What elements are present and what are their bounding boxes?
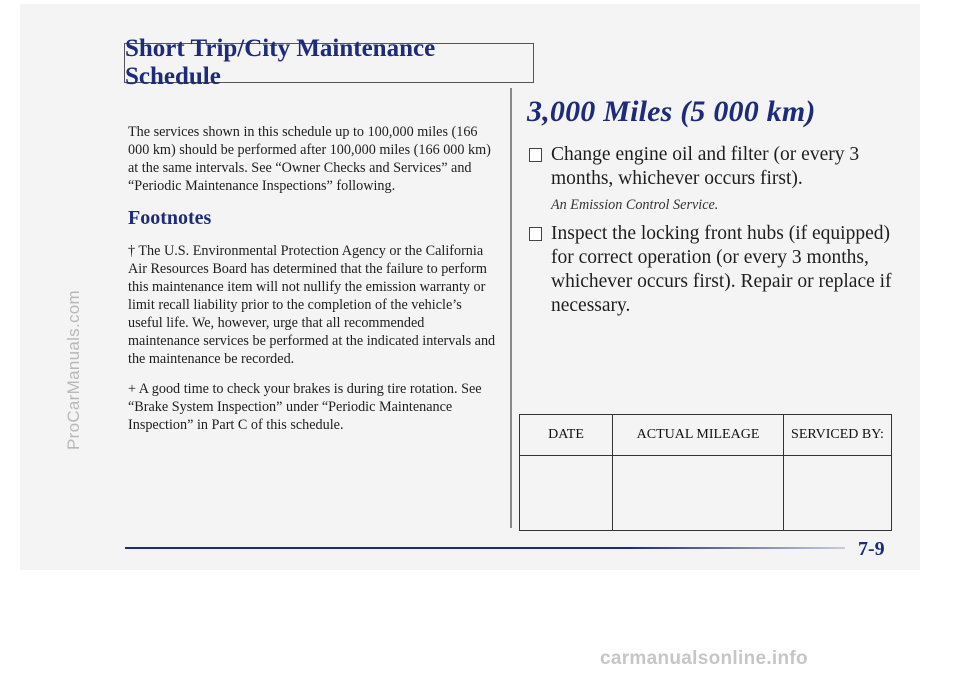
- column-header-serviced-by: SERVICED BY:: [784, 415, 892, 456]
- column-header-mileage: ACTUAL MILEAGE: [613, 415, 784, 456]
- service-log-table: [519, 414, 892, 531]
- column-header-date: DATE: [520, 415, 613, 456]
- right-column: [527, 95, 907, 324]
- interval-heading: 3,000 Miles (5 000 km): [527, 95, 816, 128]
- left-column: [128, 123, 498, 446]
- footnote-emission: † The U.S. Environmental Protection Agency or the California Air Resources Board has determined that the failure to perform this maintenance item will not nullify the emission warranty or limit recall liability prior to the completion of the vehicle’s useful life. We, however, urge that all recommended maintenance services be performed at the indicated intervals and the maintenance be recorded.: [128, 243, 496, 367]
- footer-rule: [125, 547, 845, 549]
- task-oil-change: [527, 143, 907, 191]
- page-number: 7-9: [858, 538, 885, 560]
- serviced-by-cell[interactable]: [784, 456, 892, 531]
- checkbox-locking-hubs[interactable]: [529, 227, 542, 241]
- table-row: [520, 456, 892, 531]
- footnote-brakes: + A good time to check your brakes is during tire rotation. See “Brake System Inspection” under “Periodic Maintenance Inspection” in Part C of this schedule.: [128, 381, 482, 433]
- mileage-cell[interactable]: [613, 456, 784, 531]
- bottom-watermark: carmanualsonline.info: [600, 648, 808, 669]
- task-oil-change-note: An Emission Control Service.: [551, 197, 719, 213]
- page-title: Short Trip/City Maintenance Schedule: [125, 35, 436, 90]
- side-watermark: ProCarManuals.com: [64, 289, 83, 451]
- task-locking-hubs-text: Inspect the locking front hubs (if equipped) for correct operation (or every 3 months, whichever occurs first). Repair or replace if necessary.: [551, 223, 892, 316]
- footnotes-heading: Footnotes: [128, 207, 212, 229]
- table-header-row: [520, 415, 892, 456]
- intro-paragraph: The services shown in this schedule up to 100,000 miles (166 000 km) should be performed after 100,000 miles (166 000 km) at the same intervals. See “Owner Checks and Services” and “Periodic Maintenance Inspections” following.: [128, 124, 491, 194]
- date-cell[interactable]: [520, 456, 613, 531]
- column-divider: [510, 88, 512, 528]
- task-oil-change-text: Change engine oil and filter (or every 3 months, whichever occurs first).: [551, 144, 860, 189]
- checkbox-oil-change[interactable]: [529, 148, 542, 162]
- task-locking-hubs: [527, 222, 907, 318]
- title-box: [124, 35, 534, 90]
